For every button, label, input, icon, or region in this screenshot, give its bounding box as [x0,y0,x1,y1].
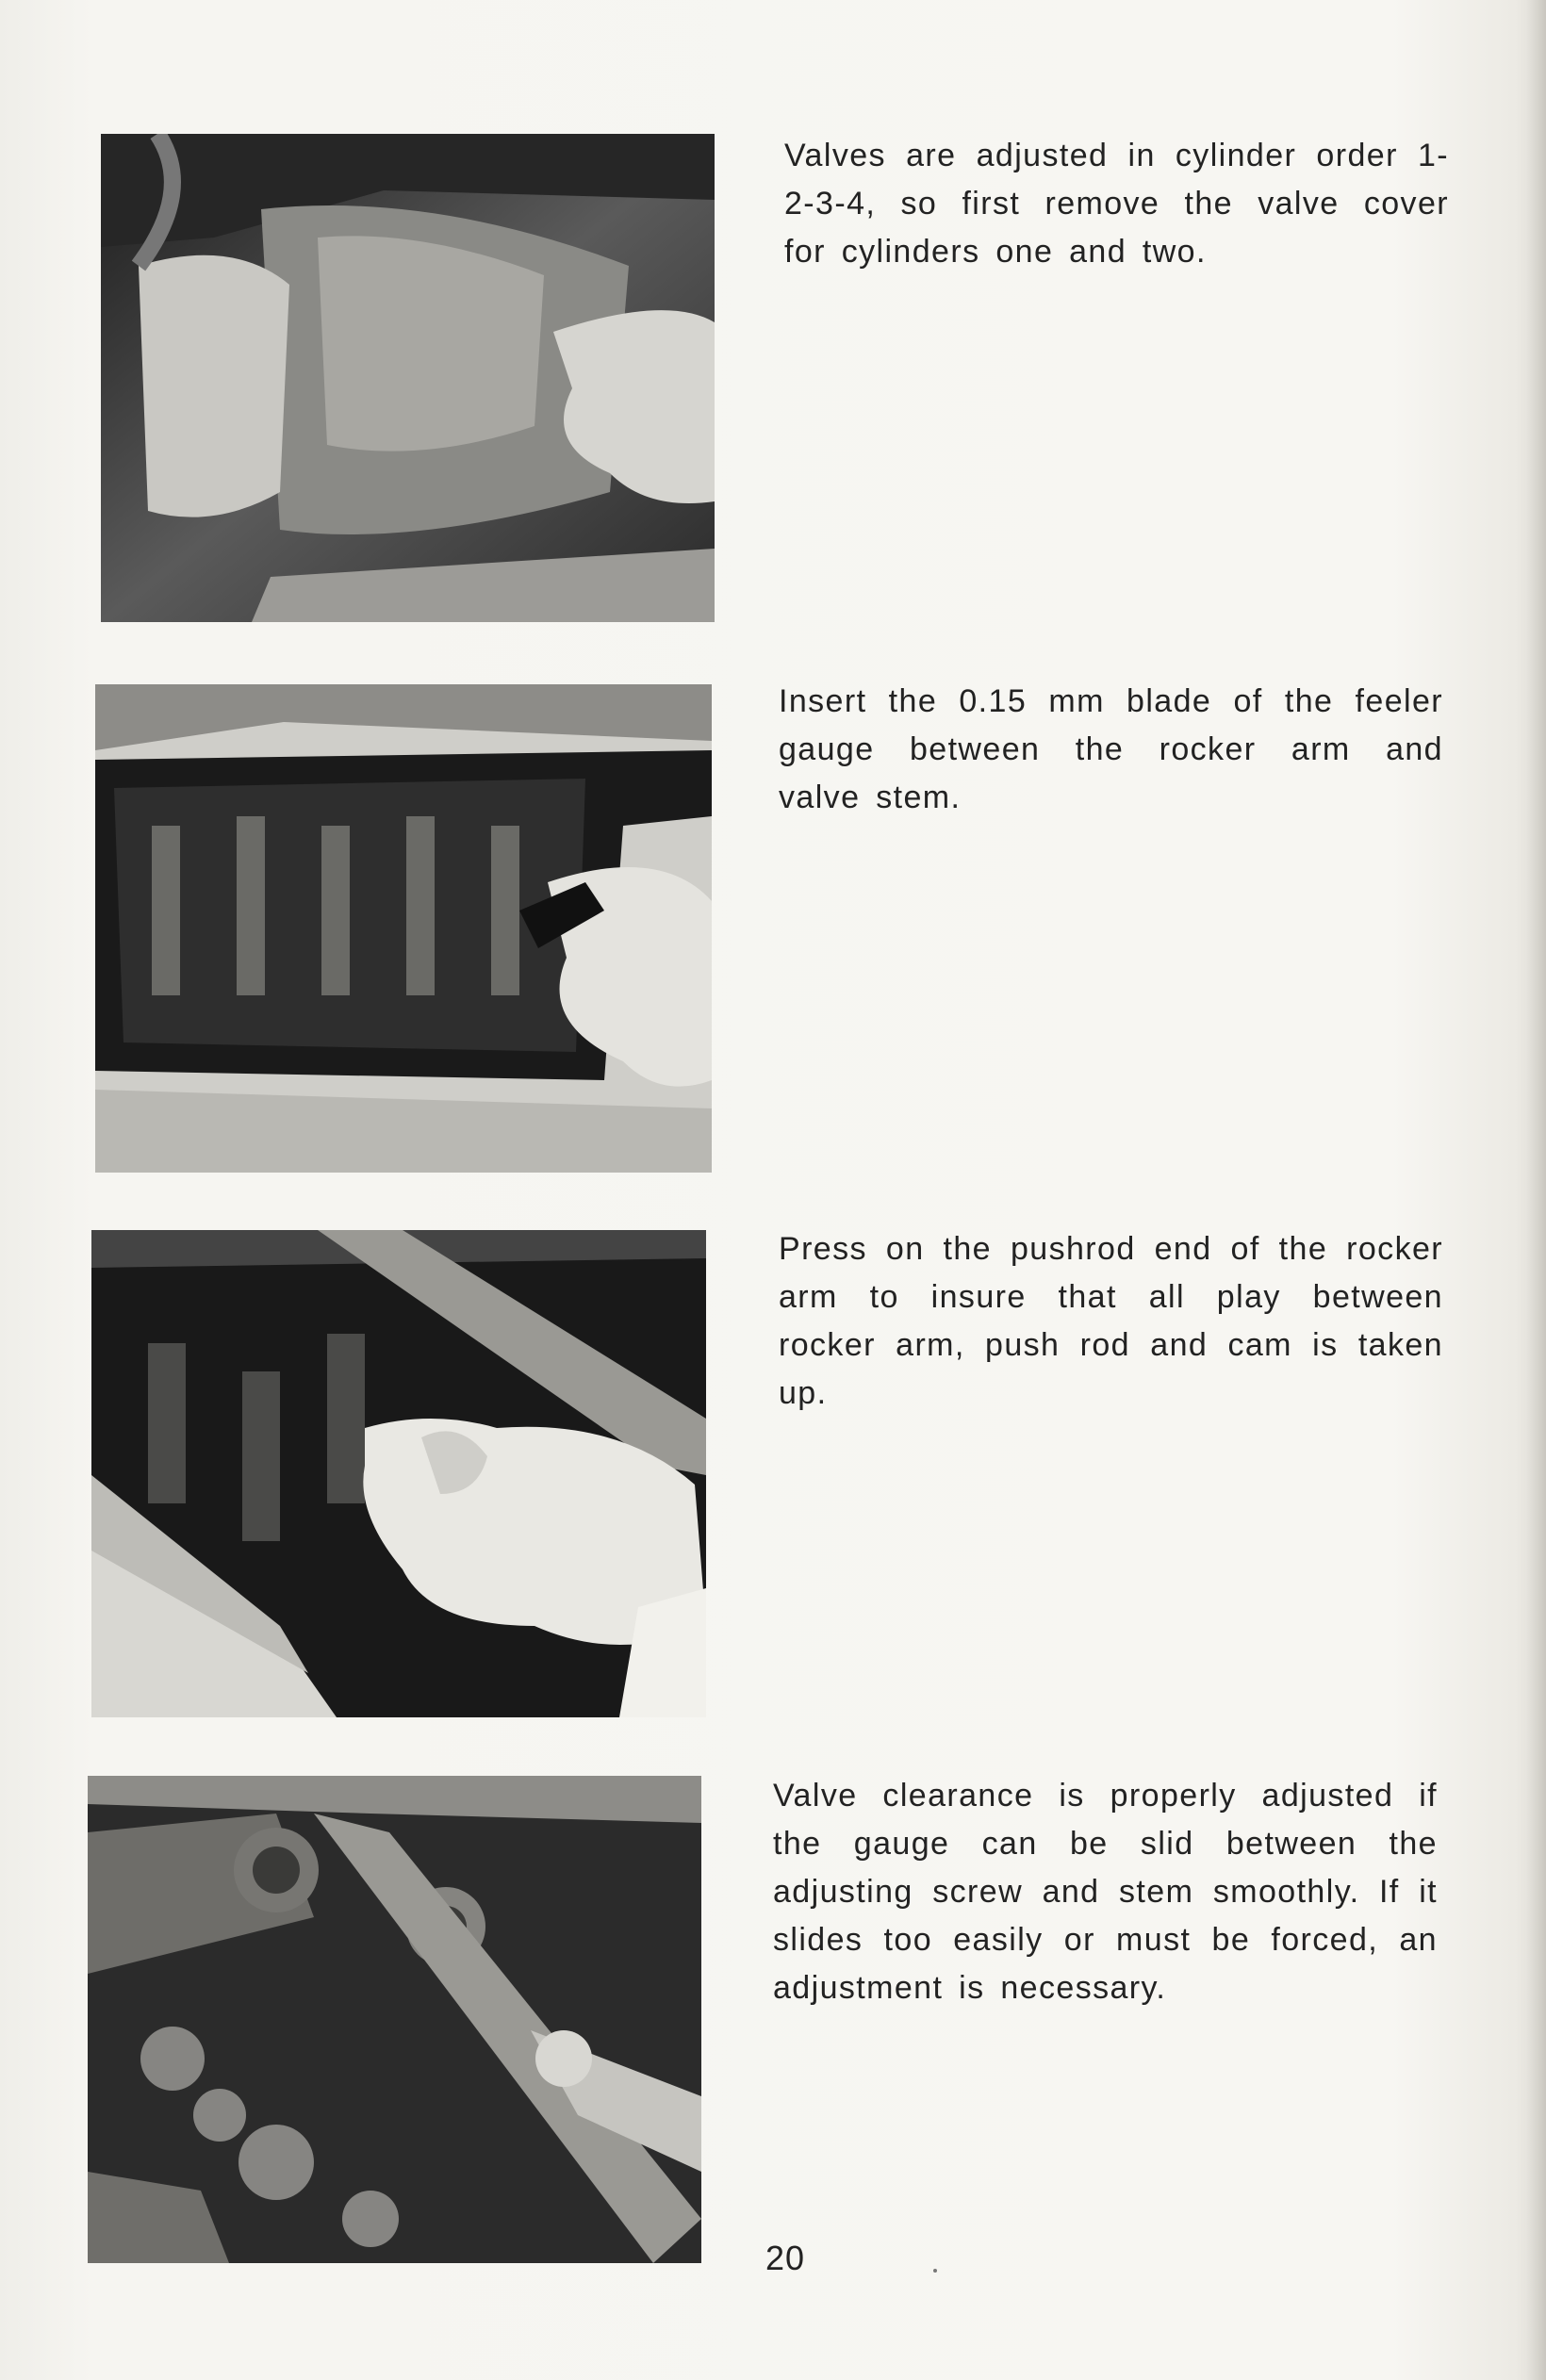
photo-valve-cover-removal [101,134,715,622]
page-speck [933,2269,937,2273]
page-edge [1525,0,1546,2380]
step-3-caption: Press on the pushrod end of the rocker arm to insure that all play between rocker arm, push rod and cam is taken up. [779,1231,1443,1411]
step-2-caption: Insert the 0.15 mm blade of the feeler gauge between the rocker arm and valve stem. [779,683,1443,815]
step-1-caption: Valves are adjusted in cylinder order 1-2-3-4, so first remove the valve cover for cylinders one and two. [784,138,1449,270]
step-4-caption: Valve clearance is properly adjusted if the gauge can be slid between the adjusting screw and stem smoothly. If it slides too easily or must be forced, an adjustment is necessary. [773,1778,1438,2006]
page-number: 20 [765,2239,806,2277]
photo-press-pushrod [91,1230,706,1717]
photo-clearance-check [88,1776,701,2263]
photo-feeler-gauge-insert [95,684,712,1173]
